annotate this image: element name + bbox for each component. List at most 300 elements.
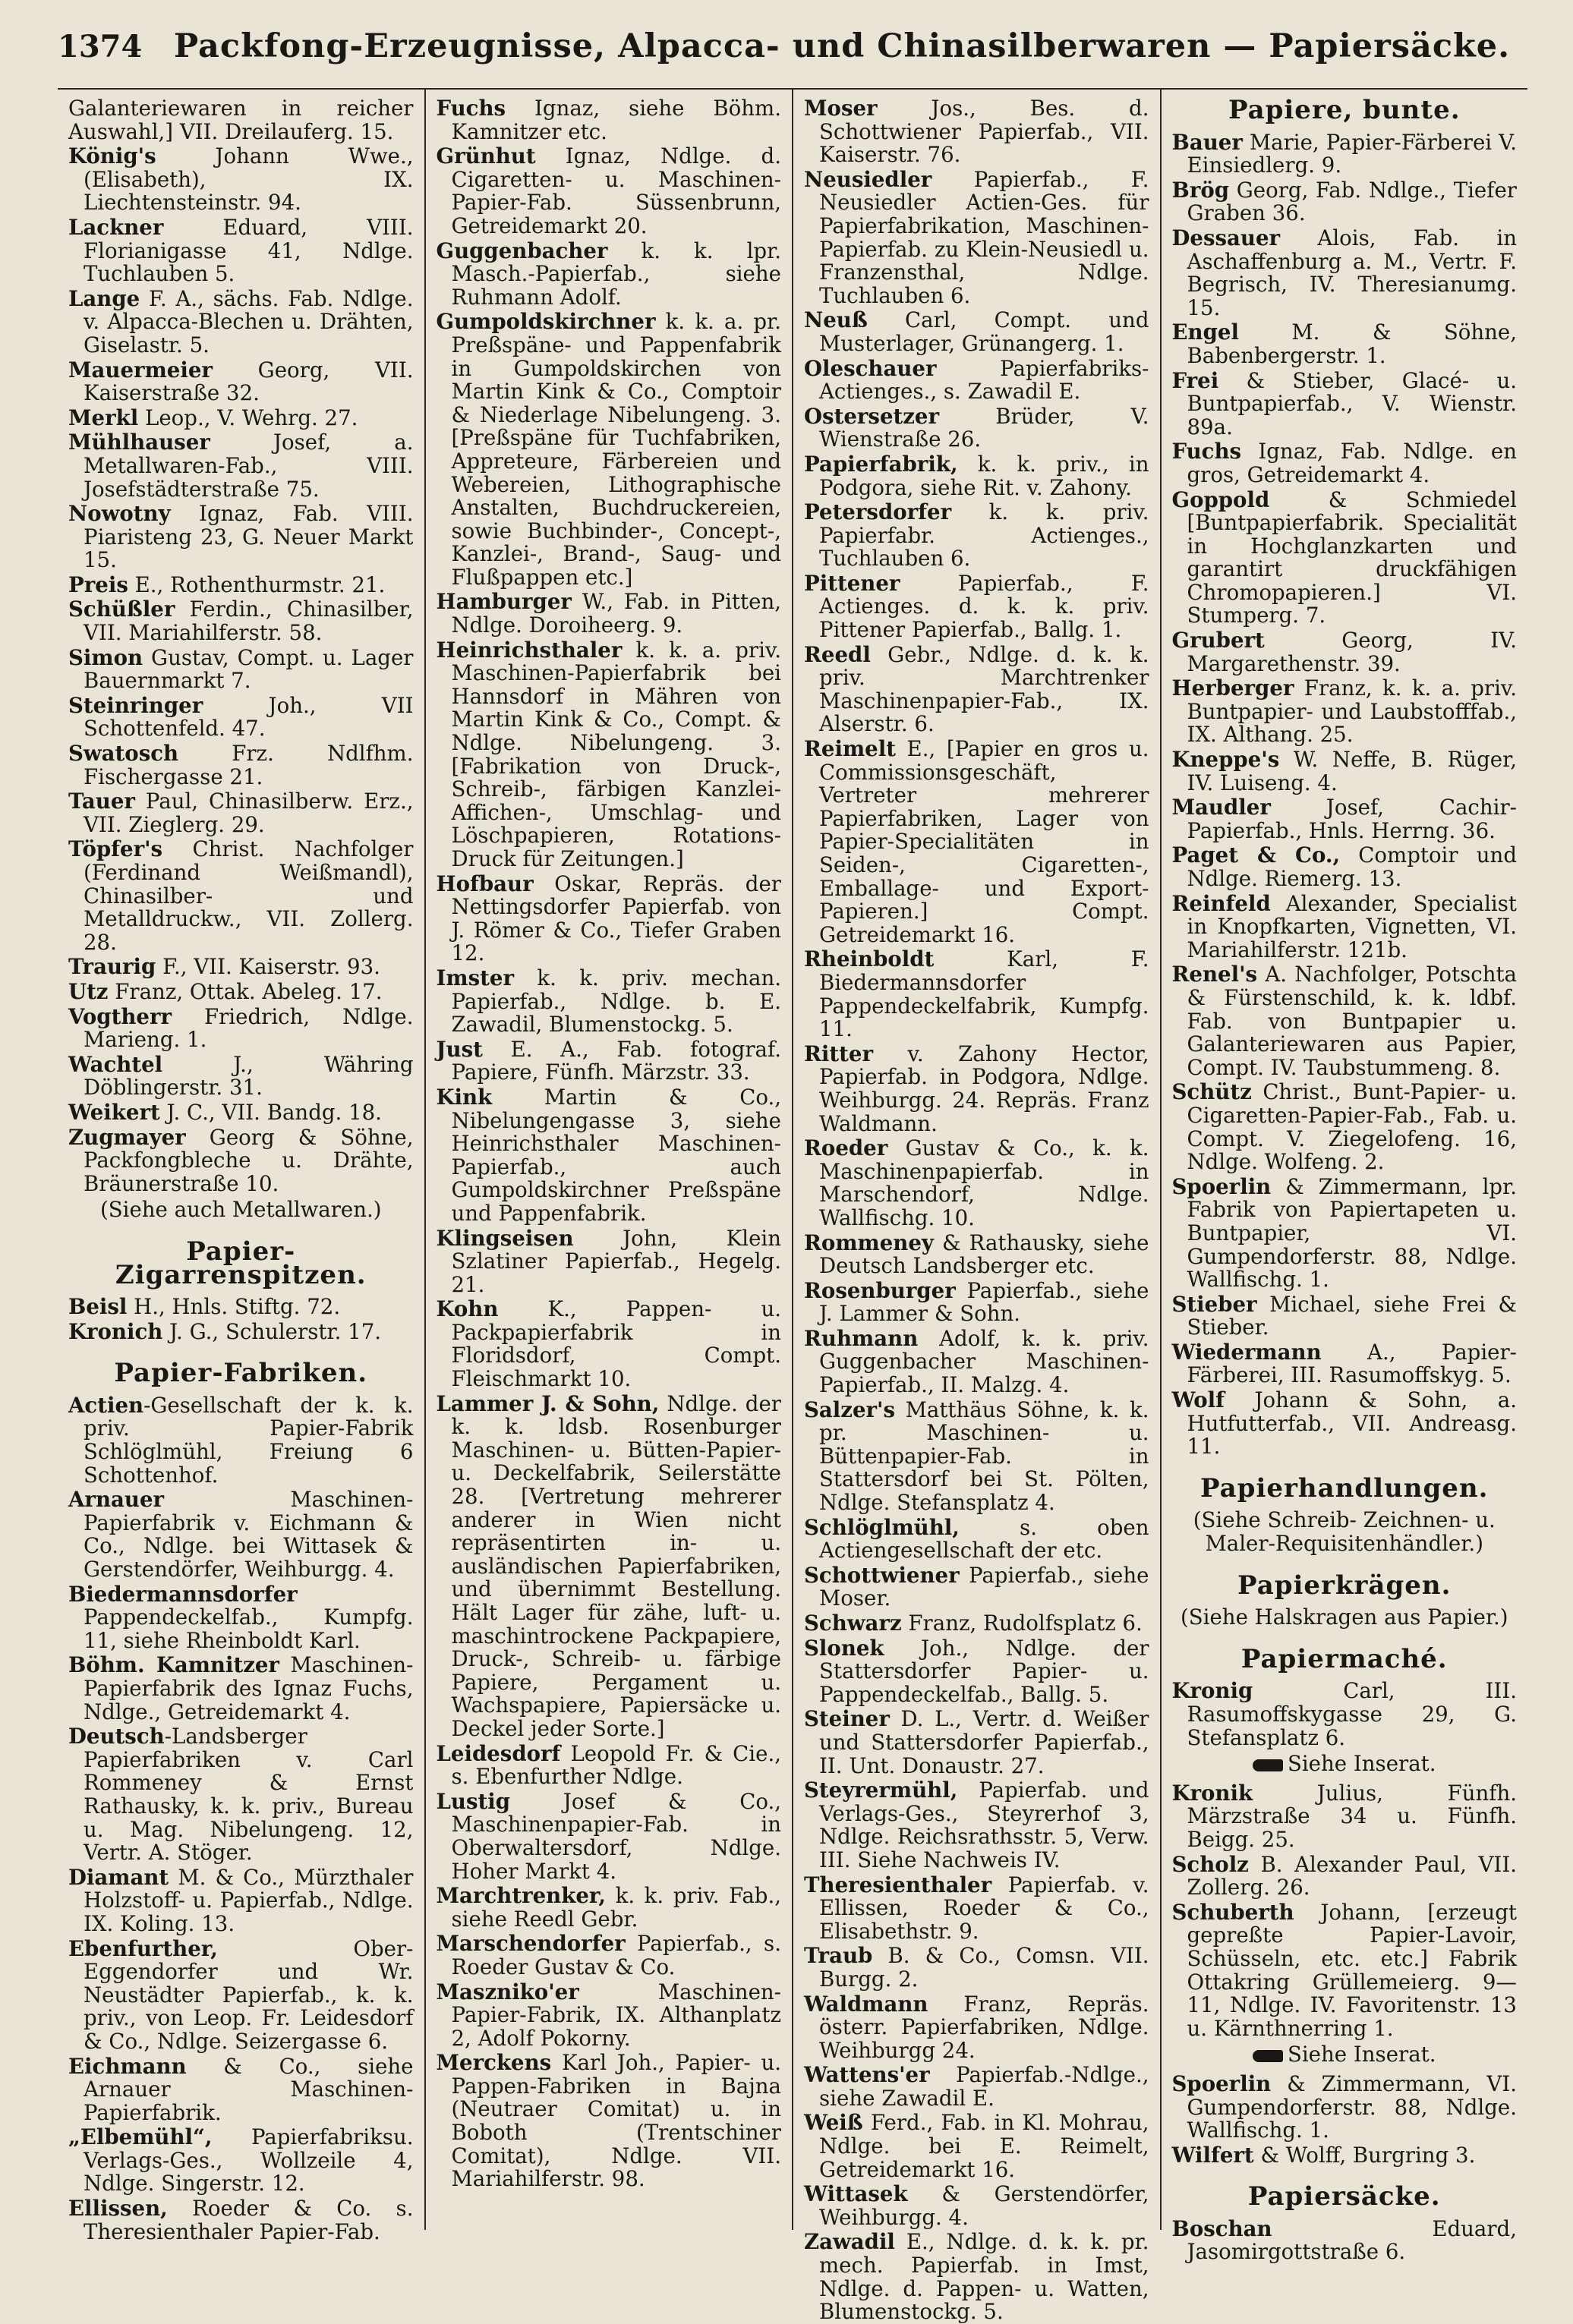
entry-name: Mauermeier	[68, 357, 213, 383]
pointing-hand-icon	[1253, 1759, 1283, 1771]
entry-details: Franz, Ottak. Abeleg. 17.	[108, 978, 383, 1004]
entry-details: E., Rothenthurmstr. 21.	[128, 572, 386, 597]
entry-name: Rommeney	[804, 1230, 934, 1255]
directory-entry	[1172, 677, 1518, 747]
directory-entry	[437, 1298, 782, 1390]
directory-entry	[804, 309, 1149, 355]
entry-name: Weiß	[804, 2110, 863, 2136]
directory-entry	[1172, 440, 1518, 487]
directory-entry	[1172, 489, 1518, 628]
directory-entry	[1172, 748, 1518, 795]
directory-entry	[68, 407, 414, 430]
entry-details: k. k. priv. Papierfabr. Actienges., Tuchlauben 6.	[819, 499, 1149, 572]
entry-name: Beisl	[68, 1294, 128, 1320]
entry-name: Maszniko'er	[436, 1979, 579, 2004]
entry-details: Christ., Bunt-Papier- u. Cigaretten-Papier-Fab., Fab. u. Compt. V. Ziegelofeng. 16, Ndlge. Wolfeng. 2.	[1187, 1079, 1517, 1175]
page-header	[58, 26, 1527, 88]
directory-entry	[1172, 963, 1518, 1079]
directory-entry	[437, 145, 782, 238]
directory-entry	[68, 1866, 414, 1936]
entry-details: J., Währing Döblingerstr. 31.	[84, 1051, 414, 1101]
entry-name: Spoerlin	[1171, 2071, 1272, 2096]
directory-entry	[437, 1086, 782, 1226]
directory-entry	[1172, 1293, 1518, 1340]
entry-name: Kink	[436, 1084, 493, 1110]
directory-entry	[1171, 890, 1518, 962]
entry-name: Neusiedler	[804, 166, 932, 192]
entry-name: Ellissen,	[68, 2196, 168, 2222]
entry-details: Georg, Fab. Ndlge., Tiefer Graben 36.	[1187, 177, 1517, 226]
entry-details: Franz, Rudolfsplatz 6.	[901, 1611, 1143, 1636]
entry-name: Schütz	[1171, 1079, 1252, 1105]
entry-name: Simon	[68, 644, 143, 670]
entry-name: Oleschauer	[804, 355, 937, 381]
entry-name: Herberger	[1171, 675, 1294, 701]
directory-entry	[68, 1296, 414, 1319]
entry-details: F., VII. Kaiserstr. 93.	[156, 954, 380, 980]
column-3	[792, 90, 1160, 2324]
entry-details: -Landsberger Papierfabriken v. Carl Rommeney & Ernst Rathausky, k. k. priv., Bureau u. Mag. Nibelungeng. 12, Vertr. A. Stöger.	[84, 1724, 414, 1866]
entry-name: Ostersetzer	[804, 403, 940, 429]
entry-name: Fuchs	[1171, 439, 1242, 464]
entry-name: Neuß	[804, 307, 868, 333]
directory-entry	[437, 1227, 782, 1297]
entry-details: B. Alexander Paul, VII. Zollerg. 26.	[1187, 1851, 1517, 1900]
entry-details: F. A., sächs. Fab. Ndlge. v. Alpacca-Blechen u. Drähten, Giselastr. 5.	[84, 285, 414, 357]
entry-name: Wittasek	[804, 2181, 908, 2207]
directory-entry	[436, 1390, 782, 1741]
directory-entry	[1171, 1173, 1518, 1293]
entry-name: Frei	[1171, 367, 1219, 393]
entry-details: Carl, Compt. und Musterlager, Grünangerg. 1.	[819, 307, 1149, 356]
entry-name: Vogtherr	[68, 1003, 172, 1029]
entry-details: Papierfab., s. Roeder Gustav & Co.	[451, 1931, 781, 1979]
entry-details: Galanteriewaren in reicher Auswahl,] VII. Dreilauferg. 15.	[68, 96, 414, 144]
directory-entry	[1172, 1081, 1518, 1173]
advert-reference-text: Siehe Inserat.	[1287, 2042, 1436, 2067]
entry-details: Carl, III. Rasumoffskygasse 29, G. Stefansplatz 6.	[1187, 1678, 1517, 1750]
entry-name: Roeder	[804, 1135, 888, 1161]
directory-entry	[1172, 1853, 1518, 1900]
directory-entry	[68, 216, 414, 286]
entry-details: Georg, VII. Kaiserstraße 32.	[84, 357, 414, 406]
entry-name: Steinringer	[68, 692, 203, 718]
entry-name: Ritter	[804, 1041, 874, 1066]
directory-entry	[68, 285, 414, 357]
directory-entry	[437, 639, 782, 871]
entry-name: Kohn	[436, 1296, 499, 1322]
entry-name: Kronik	[1171, 1780, 1253, 1806]
entry-details: & Wolff, Burgring 3.	[1253, 2142, 1476, 2168]
entry-details: E., [Papier en gros u. Commissionsgeschäft, Vertreter mehrerer Papierfabriken, Lager von Papier-Specialitäten in Seiden-, Cigaretten-, Emballage- und Export-Papieren.] Compt. Getreidemarkt 16.	[819, 736, 1149, 947]
entry-details: k. k. priv. mechan. Papierfab., Ndlge. b. E. Zawadil, Blumenstockg. 5.	[451, 965, 781, 1038]
directory-entry	[1172, 321, 1518, 367]
entry-name: Paget & Co.,	[1171, 842, 1341, 868]
entry-name: Töpfer's	[68, 836, 163, 862]
section-heading: Papiersäcke.	[1247, 2181, 1441, 2212]
directory-entry	[804, 97, 1149, 167]
directory-entry	[68, 2126, 414, 2196]
entry-name: Theresienthaler	[804, 1872, 992, 1897]
entry-name: Zawadil	[804, 2229, 895, 2255]
directory-entry	[68, 1725, 414, 1865]
entry-details: Papierfab., F. Actienges. d. k. k. priv. Pittener Papierfab., Ballg. 1.	[819, 570, 1149, 643]
entry-details: H., Hnls. Stiftg. 72.	[127, 1294, 341, 1320]
entry-details: Marie, Papier-Färberei V. Einsiedlerg. 9.	[1187, 129, 1517, 178]
directory-entry	[437, 1885, 782, 1931]
entry-details: Julius, Fünfh. Märzstraße 34 u. Fünfh. Beigg. 25.	[1187, 1780, 1517, 1852]
directory-entry	[68, 1053, 414, 1100]
entry-details: M. & Söhne, Babenbergerstr. 1.	[1187, 320, 1517, 368]
entry-details: Papierfab. und Verlags-Ges., Steyrerhof 3, Ndlge. Reichsrathsstr. 5, Verw. III. Siehe Nachweis IV.	[819, 1778, 1149, 1872]
directory-entry	[68, 790, 414, 836]
entry-details: Gustav & Co., k. k. Maschinenpapierfab. in Marschendorf, Ndlge. Wallfischg. 10.	[819, 1135, 1149, 1230]
entry-details: Ignaz, siehe Böhm. Kamnitzer etc.	[451, 96, 781, 144]
directory-entry	[804, 948, 1149, 1041]
section-heading: Papier-Fabriken.	[114, 1358, 368, 1389]
entry-name: Kronig	[1171, 1678, 1253, 1704]
entry-details: & Stieber, Glacé- u. Buntpapierfab., V. Wienstr. 89a.	[1187, 367, 1517, 439]
entry-name: Schottwiener	[804, 1562, 960, 1588]
entry-name: Arnauer	[68, 1487, 165, 1513]
directory-entry	[804, 641, 1149, 737]
directory-entry	[1172, 227, 1518, 320]
entry-name: Papierfabrik,	[804, 451, 958, 477]
directory-entry	[68, 956, 414, 979]
directory-entry	[804, 1564, 1149, 1611]
entry-name: Brög	[1171, 177, 1230, 203]
directory-entry	[437, 97, 782, 143]
directory-entry	[804, 738, 1149, 946]
directory-entry	[1172, 796, 1518, 842]
directory-entry	[1172, 844, 1518, 890]
entry-details: Ndlge. der k. k. ldsb. Rosenburger Maschinen- u. Bütten-Papier- u. Deckelfabrik, Seilerstätte 28. [Vertretung mehrerer anderer in Wien nicht repräsentirten in- u. ausländischen Papierfabriken, und übernimmt Bestellung. Hält Lager für zähe, luft- u. maschintrockene Packpapiere, Druck-, Schreib- u. färbige Papiere, Pergament u. Wachspapiere, Papiersäcke u. Deckel jeder Sorte.]	[451, 1390, 781, 1741]
entry-details: Karl Joh., Papier- u. Pappen-Fabriken in Bajna (Neutraer Comitat) u. in Boboth (Trentschiner Comitat), Ndlge. VII. Mariahilferstr. 98.	[451, 2050, 781, 2192]
advert-reference	[1172, 1752, 1518, 1776]
entry-details: Martin & Co., Nibelungengasse 3, siehe Heinrichsthaler Maschinen-Papierfab., auch Gumpoldskirchner Preßspäne und Pappenfabrik.	[451, 1084, 781, 1226]
entry-details: k. k. a. priv. Maschinen-Papierfabrik bei Hannsdorf in Mähren von Martin Kink & Co., Compt. & Ndlge. Nibelungeng. 3. [Fabrikation von Druck-, Schreib-, färbigen Kanzlei-Affichen-, Umschlag- und Löschpapieren, Rotations-Druck für Zeitungen.]	[451, 637, 781, 871]
directory-entry	[804, 1137, 1149, 1230]
entry-name: Heinrichsthaler	[436, 637, 623, 663]
entry-details: Jos., Bes. d. Schottwiener Papierfab., VII. Kaiserstr. 76.	[819, 96, 1149, 168]
entry-name: Reedl	[804, 641, 871, 667]
entry-details: & Zimmermann, lpr. Fabrik von Papiertapeten u. Buntpapier, VI. Gumpendorferstr. 88, Ndlge. Wallfischg. 1.	[1187, 1173, 1517, 1293]
entry-details: Franz, Repräs. österr. Papierfabriken, Ndlge. Weihburgg 24.	[819, 1991, 1149, 2063]
directory-entry	[68, 1583, 414, 1653]
entry-details: Ignaz, Fab. Ndlge. en gros, Getreidemarkt 4.	[1187, 439, 1517, 487]
directory-entry	[68, 2197, 414, 2244]
directory-entry	[68, 502, 414, 572]
entry-details: Christ. Nachfolger (Ferdinand Weißmandl), Chinasilber- und Metalldruckw., VII. Zollerg. 28.	[84, 836, 414, 955]
entry-details: Johann, [erzeugt gepreßte Papier-Lavoir, Schüsseln, etc. etc.] Fabrik Ottakring Grüllemeierg. 9—11, Ndlge. IV. Favoritenstr. 13 u. Kärnthnerring 1.	[1187, 1899, 1517, 2041]
entry-name: Kneppe's	[1171, 747, 1280, 773]
entry-details: J. G., Schulerstr. 17.	[162, 1318, 382, 1344]
entry-details: Michael, siehe Frei & Stieber.	[1187, 1291, 1517, 1340]
directory-entry	[68, 1318, 414, 1344]
entry-details: Papierfabriks-Actienges., s. Zawadil E.	[819, 355, 1149, 405]
directory-entry	[804, 1993, 1149, 2063]
entry-details: k. k. priv., in Podgora, siehe Rit. v. Zahony.	[819, 451, 1149, 500]
directory-entry	[437, 590, 782, 637]
entry-name: Just	[436, 1036, 483, 1062]
entry-details: & Co., siehe Arnauer Maschinen-Papierfabrik.	[84, 2053, 414, 2125]
directory-entry	[1171, 367, 1518, 439]
entry-details: Roeder & Co. s. Theresienthaler Papier-Fab.	[84, 2196, 414, 2244]
entry-details: Leop., V. Wehrg. 27.	[138, 405, 358, 430]
entry-details: Alexander, Specialist in Knopfkarten, Vignetten, VI. Mariahilferstr. 121b.	[1187, 890, 1517, 962]
entry-name: Wachtel	[68, 1051, 163, 1077]
entry-name: Biedermannsdorfer	[68, 1581, 298, 1607]
directory-entry	[68, 1935, 414, 2054]
entry-details: Brüder, V. Wienstraße 26.	[819, 403, 1149, 452]
directory-entry	[804, 2064, 1149, 2110]
entry-details: Maschinen-Papierfabrik v. Eichmann & Co., Ndlge. bei Wittasek & Gerstendörfer, Weihburgg. 4.	[84, 1487, 414, 1582]
directory-entry	[68, 978, 414, 1004]
entry-name: Maudler	[1171, 795, 1271, 820]
entry-details: Josef, a. Metallwaren-Fab., VIII. Josefstädterstraße 75.	[84, 430, 414, 502]
entry-details: k. k. a. pr. Preßspäne- und Pappenfabrik in Gumpoldskirchen von Martin Kink & Co., Comptoir & Niederlage Nibelungeng. 3. [Preßspäne für Tuchfabriken, Appreteure, Färbereien und Webereien, Lithographische Anstalten, Buchdruckereien, sowie Buchbinder-, Concept-, Kanzlei-, Brand-, Saug- und Flußpappen etc.]	[451, 309, 781, 590]
see-also-note: (Siehe auch Metallwaren.)	[99, 1197, 382, 1223]
entry-name: Klingseisen	[436, 1225, 574, 1251]
entry-name: Merckens	[436, 2050, 552, 2076]
entry-details: Papierfabriksu. Verlags-Ges., Wollzeile 4, Ndlge. Singerstr. 12.	[84, 2124, 414, 2196]
entry-details: John, Klein Szlatiner Papierfab., Hegelg. 21.	[451, 1225, 781, 1297]
directory-entry	[804, 1277, 1149, 1327]
entry-details: B. & Co., Comsn. VII. Burgg. 2.	[819, 1943, 1149, 1992]
entry-details: Johann Wwe., (Elisabeth), IX. Liechtensteinstr. 94.	[84, 143, 414, 216]
entry-name: Actien	[68, 1392, 144, 1418]
directory-entry	[1172, 1782, 1518, 1852]
entry-name: Marschendorfer	[436, 1931, 626, 1957]
entry-details: Papierfab. v. Ellissen, Roeder & Co., Elisabethstr. 9.	[819, 1872, 1149, 1944]
directory-entry	[1171, 2215, 1518, 2265]
column-2	[424, 90, 793, 2230]
entry-name: Renel's	[1171, 962, 1258, 987]
directory-entry	[1172, 1341, 1518, 1387]
pointing-hand-icon	[1253, 2050, 1283, 2062]
directory-entry	[437, 967, 782, 1037]
advert-reference-text: Siehe Inserat.	[1287, 1751, 1436, 1777]
directory-entry	[437, 310, 782, 589]
entry-details: E., Ndlge. d. k. k. pr. mech. Papierfab. in Imst, Ndlge. d. Pappen- u. Watten, Blumenstockg. 5.	[819, 2229, 1149, 2324]
entry-name: Fuchs	[436, 96, 506, 121]
entry-name: Eichmann	[68, 2053, 187, 2079]
directory-entry	[804, 1637, 1149, 1707]
entry-details: Papierfab., F. Neusiedler Actien-Ges. für Papierfabrikation, Maschinen-Papierfab. zu Klein-Neusiedl u. Franzensthal, Ndlge. Tuchlauben 6.	[819, 166, 1149, 308]
directory-entry	[804, 1708, 1149, 1778]
entry-details: -Gesellschaft der k. k. priv. Papier-Fabrik Schlöglmühl, Freiung 6 Schottenhof.	[84, 1392, 414, 1488]
entry-name: Boschan	[1171, 2215, 1272, 2241]
entry-details: Papierfab., siehe Moser.	[819, 1562, 1149, 1611]
directory-entry	[437, 2052, 782, 2191]
entry-name: Steyrermühl,	[804, 1778, 958, 1803]
directory-entry	[1172, 2144, 1518, 2168]
entry-details: Oskar, Repräs. der Nettingsdorfer Papierfab. von J. Römer & Co., Tiefer Graben 12.	[451, 871, 781, 966]
entry-details: Josef & Co., Maschinenpapier-Fab. in Oberwaltersdorf, Ndlge. Hoher Markt 4.	[451, 1788, 781, 1884]
directory-entry	[68, 1003, 414, 1053]
entry-details: E. A., Fab. fotograf. Papiere, Fünfh. Märzstr. 33.	[451, 1036, 781, 1085]
entry-name: Bauer	[1171, 129, 1243, 155]
entry-details: k. k. lpr. Masch.-Papierfab., siehe Ruhmann Adolf.	[451, 238, 781, 310]
advert-reference	[1172, 2043, 1518, 2067]
see-also-note: (Siehe Schreib- Zeichnen- u. Maler-Requisitenhändler.)	[1193, 1507, 1496, 1557]
running-title: Packfong-Erzeugnisse, Alpacca- und Chinasilberwaren — Papiersäcke.	[173, 27, 1511, 65]
directory-entry	[1172, 131, 1518, 178]
entry-details: Gustav, Compt. u. Lager Bauernmarkt 7.	[84, 644, 414, 694]
section-heading: Papiermaché.	[1240, 1643, 1448, 1674]
directory-entry	[68, 574, 414, 597]
entry-details: k. k. priv. Fab., siehe Reedl Gebr.	[451, 1883, 781, 1932]
directory-entry	[68, 145, 414, 215]
directory-entry	[436, 1740, 782, 1790]
entry-details: A. Nachfolger, Potschta & Fürstenschild, k. k. ldbf. Fab. von Buntpapier u. Galanteriewaren aus Papier, Compt. IV. Taubstummeng. 8.	[1187, 962, 1517, 1080]
entry-details: W. Neffe, B. Rüger, IV. Luiseng. 4.	[1187, 747, 1517, 795]
entry-details: Papierfab., siehe J. Lammer & Sohn.	[819, 1277, 1149, 1327]
directory-entry	[437, 1790, 782, 1883]
column-1	[58, 90, 424, 2244]
entry-name: Salzer's	[804, 1397, 896, 1422]
entry-name: Tauer	[68, 789, 135, 814]
directory-entry	[804, 1232, 1149, 1278]
directory-entry	[804, 501, 1149, 571]
directory-entry	[1172, 1901, 1518, 2041]
entry-name: Steiner	[804, 1706, 890, 1732]
entry-name: Mühlhauser	[68, 430, 210, 455]
directory-entry	[68, 838, 414, 954]
entry-name: Gumpoldskirchner	[436, 309, 656, 335]
directory-entry	[804, 572, 1149, 642]
entry-details: Ignaz, Fab. VIII. Piaristeng 23, G. Neuer Markt 15.	[84, 501, 414, 573]
entry-name: Wiedermann	[1171, 1339, 1322, 1365]
directory-entry	[68, 1101, 414, 1125]
entry-details: Joh., Ndlge. der Stattersdorfer Papier- u. Pappendeckelfab., Ballg. 5.	[819, 1635, 1149, 1707]
entry-name: Guggenbacher	[436, 238, 608, 263]
entry-name: Marchtrenker,	[436, 1883, 607, 1909]
directory-entry	[804, 2183, 1149, 2229]
directory-entry	[68, 598, 414, 644]
section-heading: Papierhandlungen.	[1200, 1472, 1489, 1504]
entry-name: Moser	[804, 96, 878, 121]
columns	[58, 88, 1527, 2324]
entry-details: Georg & Söhne, Packfongbleche u. Drähte, Bräunerstraße 10.	[84, 1124, 414, 1196]
page-number: 1374	[58, 29, 143, 65]
entry-details: Paul, Chinasilberw. Erz., VII. Zieglerg. 29.	[84, 789, 414, 837]
column-4	[1160, 90, 1528, 2265]
entry-details: Josef, Cachir-Papierfab., Hnls. Herrng. 36.	[1187, 795, 1517, 843]
entry-name: Lustig	[436, 1788, 511, 1814]
entry-details: Papierfab.-Ndlge., siehe Zawadil E.	[819, 2062, 1149, 2111]
entry-details: Matthäus Söhne, k. k. pr. Maschinen- u. Büttenpapier-Fab. in Stattersdorf bei St. Pölten, Ndlge. Stefansplatz 4.	[819, 1397, 1149, 1516]
entry-name: Rheinboldt	[804, 946, 935, 972]
entry-details: Franz, k. k. a. priv. Buntpapier- und Laubstofffab., IX. Althang. 25.	[1187, 675, 1517, 748]
entry-name: Schüßler	[68, 597, 175, 622]
entry-name: Grubert	[1171, 628, 1265, 653]
entry-details: Leopold Fr. & Cie., s. Ebenfurther Ndlge.	[451, 1740, 781, 1790]
entry-name: Waldmann	[804, 1991, 928, 2017]
entry-name: Schuberth	[1171, 1899, 1294, 1925]
directory-entry	[804, 1516, 1149, 1563]
directory-entry	[437, 240, 782, 310]
directory-entry	[804, 2231, 1149, 2323]
entry-details: W., Fab. in Pitten, Ndlge. Doroiheerg. 9.	[451, 589, 781, 638]
entry-name: Stieber	[1171, 1291, 1257, 1317]
entry-details: A., Papier-Färberei, III. Rasumoffskyg. 5.	[1187, 1339, 1517, 1388]
directory-entry	[804, 1779, 1149, 1872]
entry-details: Joh., VII Schottenfeld. 47.	[84, 692, 414, 742]
entry-name: Swatosch	[68, 741, 179, 767]
entry-name: Deutsch	[68, 1724, 165, 1749]
entry-name: Ruhmann	[804, 1325, 919, 1351]
directory-entry	[804, 1043, 1149, 1135]
entry-details: M. & Co., Mürzthaler Holzstoff- u. Papierfab., Ndlge. IX. Koling. 13.	[84, 1864, 414, 1936]
entry-name: Scholz	[1171, 1851, 1249, 1877]
directory-entry	[68, 431, 414, 501]
entry-details: Maschinen-Papier-Fabrik, IX. Althanplatz 2, Adolf Pokorny.	[451, 1979, 781, 2051]
directory-entry	[1172, 1680, 1518, 1749]
entry-name: Nowotny	[68, 501, 171, 527]
directory-entry	[804, 357, 1149, 404]
entry-name: Dessauer	[1171, 225, 1281, 250]
section-heading: Papierkrägen.	[1237, 1570, 1452, 1601]
entry-details: Ferdin., Chinasilber, VII. Mariahilferstr. 58.	[84, 597, 414, 646]
entry-name: Hofbaur	[436, 871, 534, 896]
directory-entry	[804, 1399, 1149, 1515]
entry-name: Grünhut	[436, 143, 536, 169]
entry-name: Hamburger	[436, 589, 572, 615]
entry-details: Eduard, Jasomirgottstraße 6.	[1187, 2215, 1517, 2265]
directory-entry	[68, 742, 414, 789]
directory-entry	[68, 1394, 414, 1487]
entry-details: Adolf, k. k. priv. Guggenbacher Maschinen-Papierfab., II. Malzg. 4.	[819, 1325, 1149, 1398]
entry-details: Frz. Ndlfhm. Fischergasse 21.	[84, 741, 414, 789]
directory-entry	[68, 644, 414, 694]
directory-entry	[68, 1126, 414, 1196]
directory-entry	[68, 1488, 414, 1581]
directory-entry	[804, 1874, 1149, 1944]
entry-name: Spoerlin	[1171, 1173, 1272, 1199]
entry-name: Leidesdorf	[436, 1740, 561, 1766]
entry-name: Wolf	[1171, 1387, 1225, 1413]
entry-name: Weikert	[68, 1099, 160, 1125]
entry-name: Utz	[68, 978, 109, 1004]
entry-name: Ebenfurther,	[68, 1935, 218, 1961]
entry-name: Reimelt	[804, 736, 896, 762]
entry-name: Zugmayer	[68, 1124, 186, 1150]
entry-details: Friedrich, Ndlge. Marieng. 1.	[84, 1003, 414, 1053]
entry-name: Merkl	[68, 405, 139, 430]
entry-name: Engel	[1171, 320, 1239, 345]
directory-entry	[68, 1654, 414, 1724]
entry-details: D. L., Vertr. d. Weißer und Stattersdorfer Papierfab., II. Unt. Donaustr. 27.	[819, 1706, 1149, 1778]
directory-entry	[804, 405, 1149, 452]
entry-name: Pittener	[804, 570, 900, 596]
entry-details: & Gerstendörfer, Weihburgg. 4.	[819, 2181, 1149, 2230]
directory-entry	[1172, 2073, 1518, 2143]
directory-entry	[1172, 179, 1518, 225]
entry-name: Preis	[68, 572, 128, 597]
entry-name: Goppold	[1171, 487, 1270, 512]
entry-details: Ferd., Fab. in Kl. Mohrau, Ndlge. bei E. Reimelt, Getreidemarkt 16.	[819, 2110, 1149, 2182]
directory-entry	[804, 2111, 1149, 2181]
entry-name: Lammer J. & Sohn,	[436, 1390, 660, 1416]
entry-details: & Schmiedel [Buntpapierfabrik. Specialität in Hochglanzkarten und garantirt druckfähigen Chromopapieren.] VI. Stumperg. 7.	[1187, 487, 1517, 628]
entry-name: Traurig	[68, 954, 156, 980]
entry-name: Petersdorfer	[804, 499, 952, 525]
entry-name: Lackner	[68, 214, 164, 240]
entry-details: v. Zahony Hector, Papierfab. in Podgora, Ndlge. Weihburgg. 24. Repräs. Franz Waldmann.	[819, 1041, 1149, 1136]
directory-entry	[437, 1932, 782, 1979]
entry-name: „Elbemühl“,	[68, 2124, 213, 2150]
